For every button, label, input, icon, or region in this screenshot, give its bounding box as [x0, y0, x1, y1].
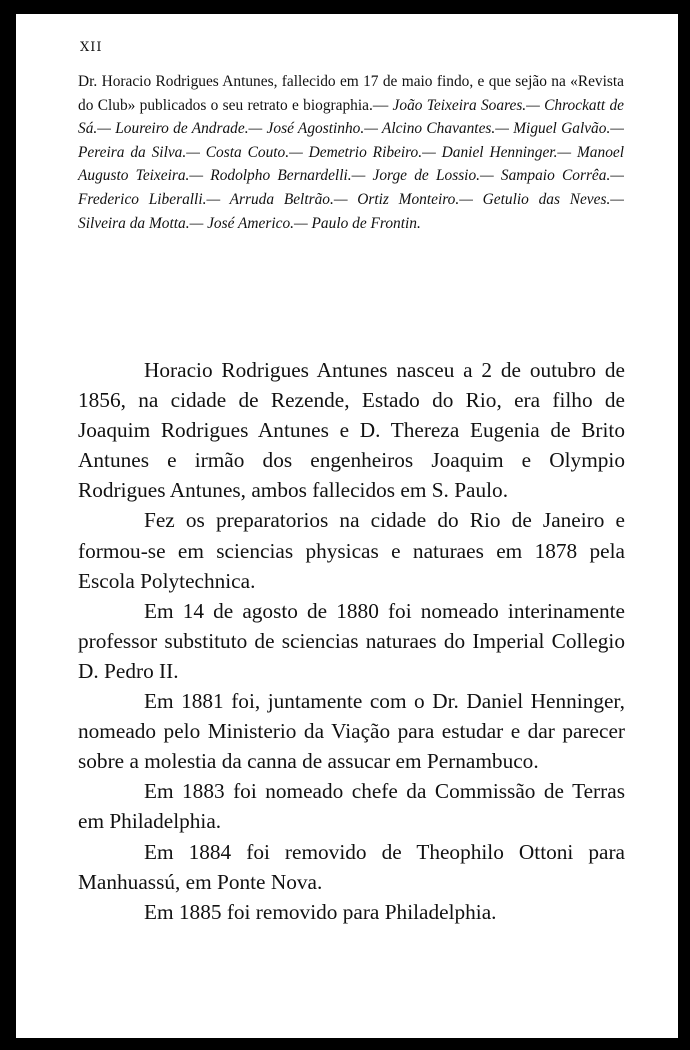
biography-body [78, 355, 625, 927]
intro-signatories: João Teixeira Soares.— Chrockatt de Sá.— Loureiro de Andrade.— José Agostinho.— Alcino Chavantes.— Miguel Galvão.— Pereira da Silva.— Costa Couto.— Demetrio Ribeiro.— Daniel Henninger.— Manoel Augusto Teixeira.— Rodolpho Bernardelli.— Jorge de Lossio.— Sampaio Corrêa.— Frederico Liberalli.— Arruda Beltrão.— Ortiz Monteiro.— Getulio das Neves.— Silveira da Motta.— José Americo.— Paulo de Frontin. [78, 96, 624, 232]
intro-lead: Dr. Horacio Rodrigues Antunes, fallecido em 17 de maio findo, e que sejão na «Revista do Club» publicados o seu retrato e biographia.— [78, 73, 624, 114]
intro-paragraph [78, 70, 624, 235]
page-number: XII [80, 40, 103, 55]
paragraph-birth: Horacio Rodrigues Antunes nasceu a 2 de outubro de 1856, na cidade de Rezende, Estado do Rio, era filho de Joaquim Rodrigues Antunes e D. Thereza Eugenia de Brito Antunes e irmão dos engenheiros Joaquim e Olympio Rodrigues Antunes, ambos fallecidos em S. Paulo. [78, 358, 625, 503]
paragraph-professor: Em 14 de agosto de 1880 foi nomeado interinamente professor substituto de sciencias naturaes do Imperial Collegio D. Pedro II. [78, 598, 625, 683]
paragraph-education: Fez os preparatorios na cidade do Rio de Janeiro e formou-se em sciencias physicas e naturaes em 1878 pela Escola Polytechnica. [78, 508, 625, 593]
paragraph-1884: Em 1884 foi removido de Theophilo Ottoni para Manhuassú, em Ponte Nova. [78, 839, 625, 894]
paragraph-pernambuco: Em 1881 foi, juntamente com o Dr. Daniel Henninger, nomeado pelo Ministerio da Viação para estudar e dar parecer sobre a molestia da canna de assucar em Pernambuco. [78, 689, 625, 774]
paragraph-1883: Em 1883 foi nomeado chefe da Commissão de Terras em Philadelphia. [78, 779, 625, 834]
paragraph-1885: Em 1885 foi removido para Philadelphia. [144, 899, 497, 924]
book-page [16, 14, 678, 1038]
